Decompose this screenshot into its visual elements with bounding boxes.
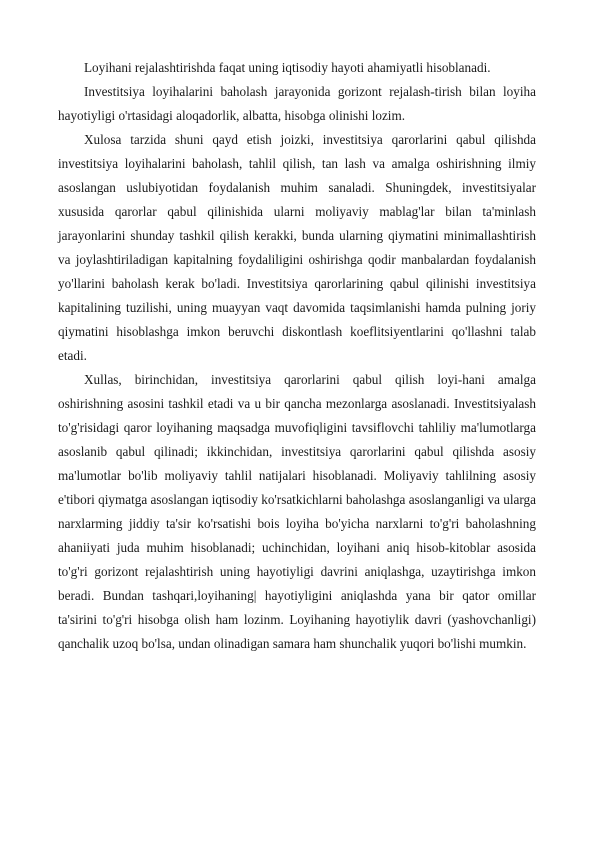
paragraph-summary: Xullas, birinchidan, investitsiya qarorlarini qabul qilish loyi-hani amalga oshirishning asosini tashkil etadi va u bir qancha mezonlarga asoslanadi. Investitsiyalash to'g'risidagi qaror loyihaning maqsadga muvofiqligini tavsiflovchi tahliliy ma'lumotlarga asoslanib qabul qilinadi; ikkinchidan, investitsiya qarorlarini qabul qilishda asosiy ma'lumotlar bo'lib moliyaviy tahlil natijalari hisoblanadi. Moliyaviy tahlilning asosiy e'tibori qiymatga asoslangan iqtisodiy ko'rsatkichlarni baholashga asoslanganligi va ularga narxlarming jiddiy ta'sir ko'rsatishi bois loyiha bo'yicha narxlarni to'g'ri baholashning ahaniiyati juda muhim hisoblanadi; uchinchidan, loyihani aniq hisob-kitoblar asosida to'g'ri gorizont rejalashtirish uning hayotiyligi davrini aniqlashga, uzaytirishga imkon beradi. Bundan tashqari,loyihaning| hayotiyligini aniqlashda yana bir qator omillar ta'sirini to'g'ri hisobga olish ham lozinm. Loyihaning hayotiylik davri (yashovchanligi) qanchalik uzoq bo'lsa, undan olinadigan samara ham shunchalik yuqori bo'lishi mumkin. xyxy=(58,372,536,651)
paragraph-horizon: Investitsiya loyihalarini baholash jarayonida gorizont rejalash-tirish bilan loyiha hayotiyligi o'rtasidagi aloqadorlik, albatta, hisobga olinishi lozim. xyxy=(58,84,536,123)
paragraph-intro: Loyihani rejalashtirishda faqat uning iqtisodiy hayoti ahamiyatli hisoblanadi. xyxy=(84,60,491,75)
paragraph-conclusion: Xulosa tarzida shuni qayd etish joizki, investitsiya qarorlarini qabul qilishda investitsiya loyihalarini baholash, tahlil qilish, tan lash va amalga oshirishning ilmiy asoslangan uslubiyotidan foydalanish muhim sanaladi. Shuningdek, investitsiyalar xususida qarorlar qabul qilinishida ularni moliyaviy mablag'lar bilan ta'minlash jarayonlarini shunday tashkil qilish kerakki, bunda ularning qiymatini minimallashtirish va joylashtiriladigan kapitalning foydaliligini oshirishga qodir manbalardan foydalanish yo'llarini baholash kerak bo'ladi. Investitsiya qarorlarining qabul qilinishi investitsiya kapitalining tuzilishi, uning muayyan vaqt davomida taqsimlanishi hamda pulning joriy qiymatini hisoblashga imkon beruvchi diskontlash koeflitsiyentlarini qo'llashni talab etadi. xyxy=(58,132,536,363)
document-page xyxy=(58,56,536,656)
